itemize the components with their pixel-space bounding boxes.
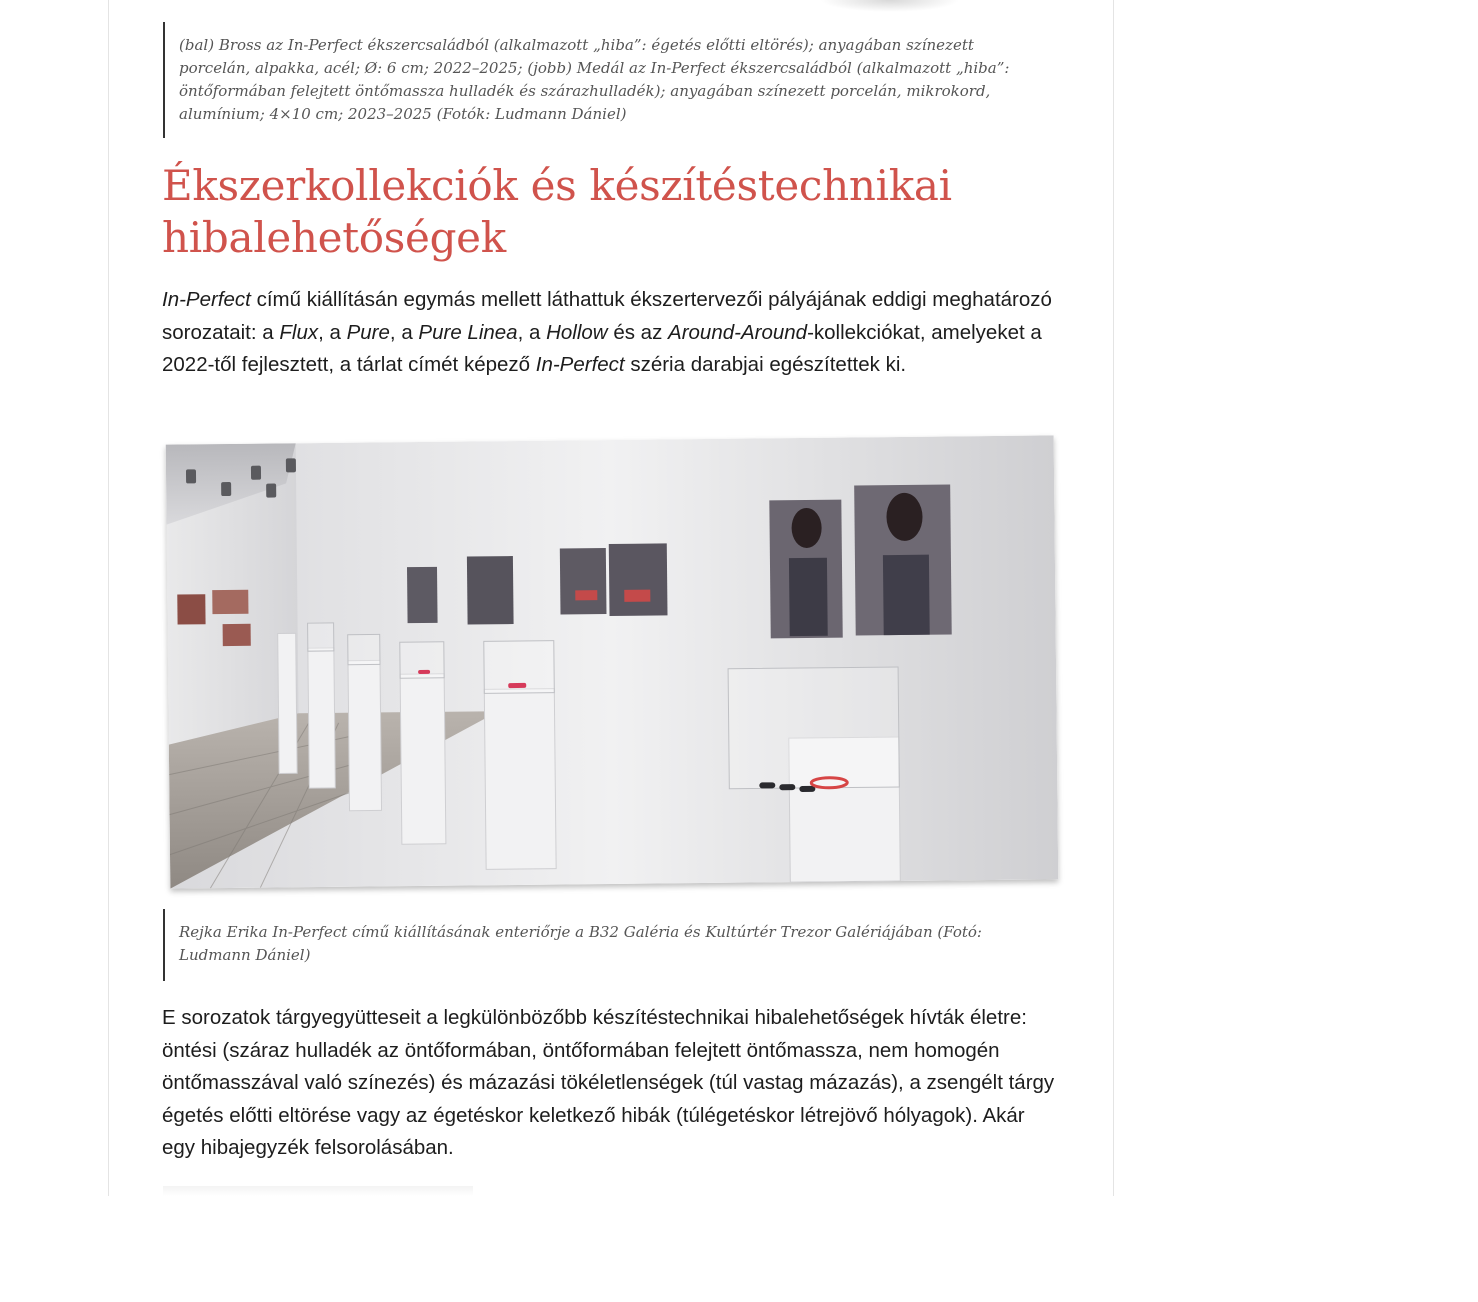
image-caption-top: (bal) Bross az In-Perfect ékszercsaládból (alkalmazott „hiba”: égetés előtti eltörés); anyagában színezett porcelán, alpakka, acél; Ø: 6 cm; 2022–2025; (jobb) Medál az In-Perfect ékszercsaládból (alkalmazott „hiba”: öntőformában felejtett öntőmassza hulladék és szárazhulladék); anyagában színezett porcelán, mikrokord, alumínium; 4×10 cm; 2023–2025 (Fotók: Ludmann Dániel) (163, 22, 1043, 138)
text-run: széria darabjai egészítettek ki. (624, 353, 907, 376)
section-heading: Ékszerkollekciók és készítéstechnikai hibalehetőségek (162, 161, 952, 262)
text-run: című kiállításán egymás mellett láthattuk ékszertervezői pályájának eddigi meghatározó sorozatait: a (162, 288, 1052, 344)
italic-title: Around-Around (668, 320, 808, 344)
text-run: és az (607, 320, 669, 344)
gallery-interior-image (166, 435, 1059, 888)
paragraph-intro (162, 284, 1062, 382)
text-run: -kollekciókat, amelyeket a 2022-től fejlesztett, a tárlat címét képező (162, 320, 1042, 376)
italic-title: Hollow (546, 320, 608, 344)
exhibition-photo (166, 435, 1059, 888)
italic-title: Pure (346, 320, 390, 344)
italic-title: In-Perfect (535, 353, 625, 376)
image-caption-photo: Rejka Erika In-Perfect című kiállításának enteriőrje a B32 Galéria és Kultúrtér Trezor Galériájában (Fotó: Ludmann Dániel) (163, 909, 1043, 981)
italic-title: Flux (279, 320, 319, 344)
italic-title: In-Perfect (162, 288, 251, 311)
italic-title: Pure Linea (418, 320, 518, 344)
paragraph-techniques: E sorozatok tárgyegyütteseit a legkülönbözőbb készítéstechnikai hibalehetőségek hívták életre: öntési (száraz hulladék az öntőformában, öntőformában felejtett öntőmassza, nem homogén öntőmasszával való színezés) és mázazási tökéletlenségek (túl vastag mázazás), a zsengélt tárgy égetés előtti eltörése vagy az égetéskor keletkező hibák (túlégetéskor létrejövő hólyagok). Akár egy hibajegyzék felsorolásában. (162, 1006, 1055, 1159)
previous-image-shadow (820, 0, 960, 12)
text-run: , a (517, 320, 547, 344)
text-run: , a (318, 320, 347, 344)
next-image-edge (163, 1186, 473, 1196)
text-run: , a (389, 320, 419, 344)
